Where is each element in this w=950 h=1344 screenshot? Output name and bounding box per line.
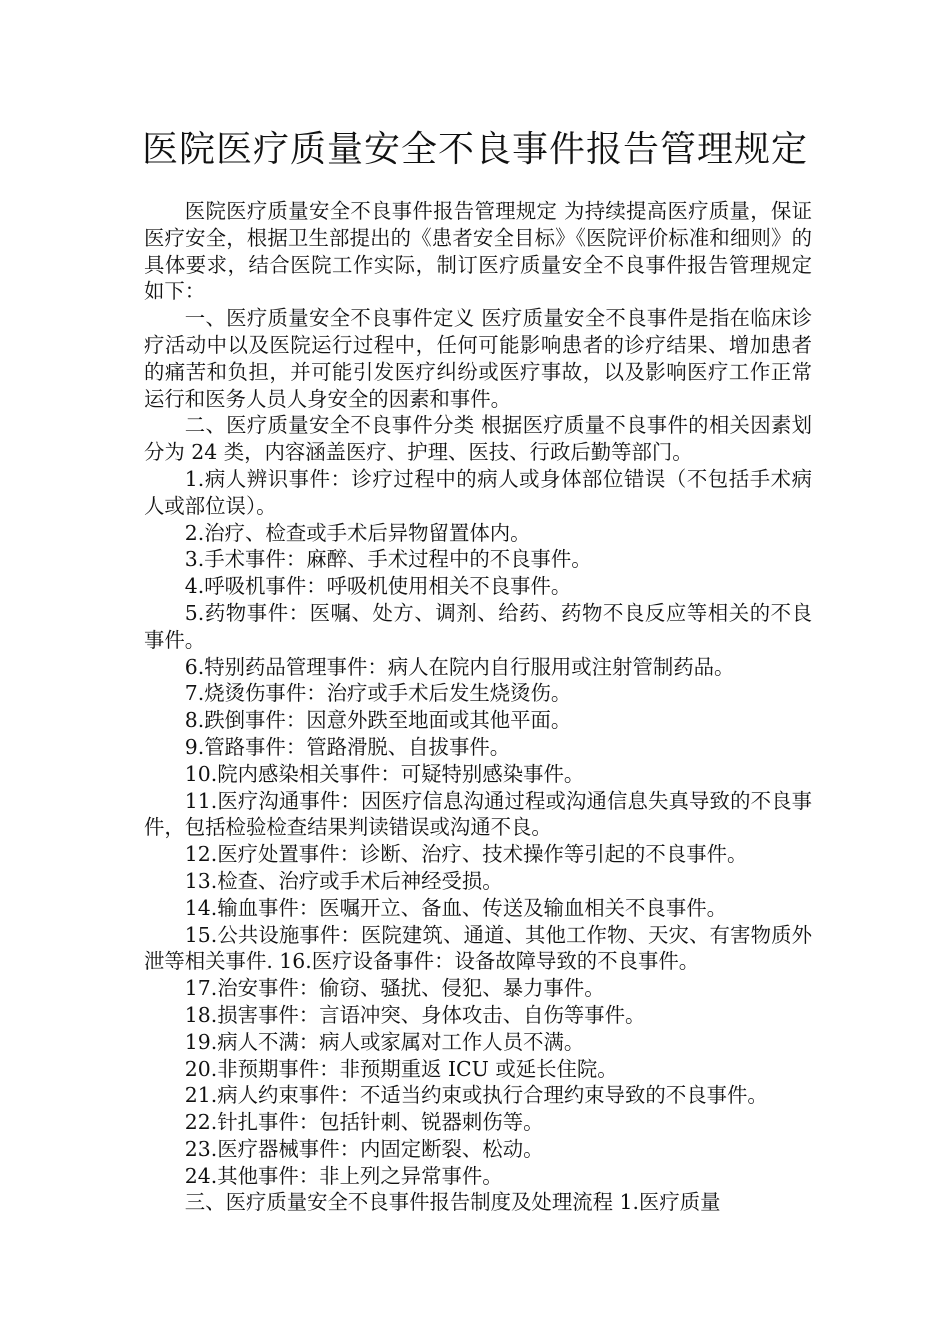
list-item-event-15-16: 15.公共设施事件：医院建筑、通道、其他工作物、天灾、有害物质外泄等相关事件. 16.医疗设备事件：设备故障导致的不良事件。: [144, 922, 812, 974]
list-item-event-20: 20.非预期事件：非预期重返 ICU 或延长住院。: [184, 1056, 618, 1081]
list-item-event-23: 23.医疗器械事件：内固定断裂、松动。: [184, 1136, 544, 1161]
paragraph-section-3-reporting: 三、医疗质量安全不良事件报告制度及处理流程 1.医疗质量: [184, 1190, 721, 1215]
document-title: 医院医疗质量安全不良事件报告管理规定: [141, 129, 808, 170]
list-item-event-14: 14.输血事件：医嘱开立、备血、传送及输血相关不良事件。: [184, 895, 727, 920]
list-item-event-18: 18.损害事件：言语冲突、身体攻击、自伤等事件。: [184, 1002, 646, 1027]
list-item-event-4: 4.呼吸机事件：呼吸机使用相关不良事件。: [184, 574, 572, 599]
paragraph-section-1-definition: 一、医疗质量安全不良事件定义 医疗质量安全不良事件是指在临床诊疗活动中以及医院运行过程中，任何可能影响患者的诊疗结果、增加患者的痛苦和负担，并可能引发医疗纠纷或医疗事故，以及影响医疗工作正常运行和医务人员人身安全的因素和事件。: [144, 306, 812, 411]
list-item-event-11: 11.医疗沟通事件：因医疗信息沟通过程或沟通信息失真导致的不良事件，包括检验检查结果判读错误或沟通不良。: [144, 788, 812, 840]
list-item-event-22: 22.针扎事件：包括针刺、锐器刺伤等。: [184, 1110, 544, 1135]
list-item-event-21: 21.病人约束事件：不适当约束或执行合理约束导致的不良事件。: [184, 1083, 768, 1108]
list-item-event-1: 1.病人辨识事件：诊疗过程中的病人或身体部位错误（不包括手术病人或部位误）。: [144, 466, 812, 518]
list-item-event-13: 13.检查、治疗或手术后神经受损。: [184, 868, 503, 893]
paragraph-section-2-classification: 二、医疗质量安全不良事件分类 根据医疗质量不良事件的相关因素划分为 24 类，内容涵盖医疗、护理、医技、行政后勤等部门。: [144, 413, 812, 465]
list-item-event-6: 6.特别药品管理事件：病人在院内自行服用或注射管制药品。: [184, 654, 735, 679]
list-item-event-3: 3.手术事件：麻醉、手术过程中的不良事件。: [184, 547, 592, 572]
list-item-event-5: 5.药物事件：医嘱、处方、调剂、给药、药物不良反应等相关的不良事件。: [144, 600, 812, 652]
list-item-event-8: 8.跌倒事件：因意外跌至地面或其他平面。: [184, 708, 572, 733]
list-item-event-17: 17.治安事件：偷窃、骚扰、侵犯、暴力事件。: [184, 976, 605, 1001]
list-item-event-7: 7.烧烫伤事件：治疗或手术后发生烧烫伤。: [184, 681, 572, 706]
list-item-event-24: 24.其他事件：非上列之异常事件。: [184, 1163, 503, 1188]
list-item-event-19: 19.病人不满：病人或家属对工作人员不满。: [184, 1029, 585, 1054]
list-item-event-10: 10.院内感染相关事件：可疑特别感染事件。: [184, 761, 585, 786]
document-body: [144, 198, 812, 1216]
paragraph-intro: 医院医疗质量安全不良事件报告管理规定 为持续提高医疗质量，保证医疗安全，根据卫生部提出的《患者安全目标》《医院评价标准和细则》的具体要求，结合医院工作实际，制订医疗质量安全不良事件报告管理规定如下：: [144, 199, 812, 304]
list-item-event-2: 2.治疗、检查或手术后异物留置体内。: [184, 520, 531, 545]
list-item-event-9: 9.管路事件：管路滑脱、自拔事件。: [184, 734, 511, 759]
list-item-event-12: 12.医疗处置事件：诊断、治疗、技术操作等引起的不良事件。: [184, 842, 748, 867]
